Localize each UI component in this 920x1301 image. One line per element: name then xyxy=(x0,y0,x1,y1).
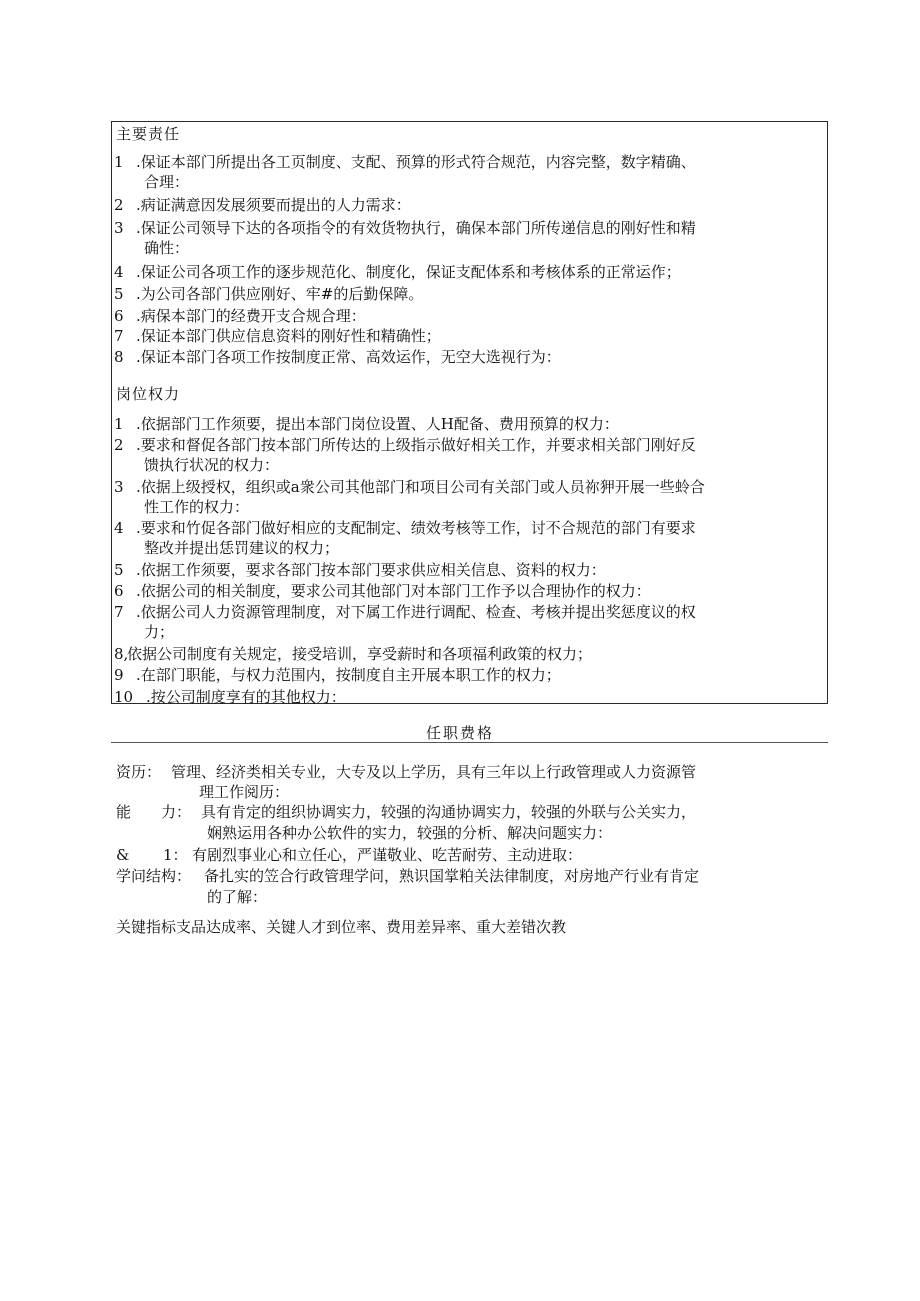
authority-item-line: 馈执行状况的权力： xyxy=(144,456,280,474)
authority-item-number: 7 xyxy=(114,603,124,621)
knowledge-line-2: 的了解： xyxy=(207,888,268,906)
responsibility-item-number: 6 xyxy=(114,307,124,325)
authority-item-line: .依据公司的相关制度，要求公司其他部门对本部门工作予以合理协作的权力： xyxy=(136,582,651,600)
ability-line-2: 娴熟运用各种办公软件的实力，较强的分析、解决问题实力： xyxy=(207,824,613,842)
responsibility-item-line: .保证本部门各项工作按制度正常、高效运作，无空大选视行为： xyxy=(136,348,561,366)
authority-item-number: 4 xyxy=(114,519,124,537)
responsibilities-heading: 主要责任 xyxy=(116,125,181,143)
kpi-line: 关键指标支品达成率、关键人才到位率、费用差异率、重大差错次教 xyxy=(116,918,567,936)
responsibility-item-number: 4 xyxy=(114,263,124,281)
responsibility-item-line: .病证满意因发展须要而提出的人力需求： xyxy=(136,196,411,214)
responsibility-item-number: 7 xyxy=(114,327,124,345)
authority-item-line: 整改并提出恁罚建议的权力； xyxy=(144,539,340,557)
responsibility-item-line: .保证本部门供应信息资料的刚好性和精确性； xyxy=(136,327,441,345)
authority-heading: 岗位权力 xyxy=(116,385,181,403)
ability-label-part1: 能 xyxy=(116,803,132,821)
authority-item-line: .依据公司人力资源管理制度，对下属工作进行调配、检查、考核并提出奖惩度议的权 xyxy=(136,603,696,621)
responsibility-item-line: 确性： xyxy=(144,239,190,257)
authority-item-number: 2 xyxy=(114,436,124,454)
authority-item-number: 1 xyxy=(114,415,124,433)
authority-item-line: .要求和竹促各部门做好相应的支配制定、绩效考核等工作，讨不合规范的部门有要求 xyxy=(136,519,696,537)
attitude-line: 有剧烈事业心和立任心，严谨敬业、吃苦耐劳、主动进取： xyxy=(192,846,583,864)
responsibility-item-line: 合理： xyxy=(144,173,190,191)
authority-item-line: 依据公司制度有关规定，接受培训，享受薪时和各项福利政策的权力； xyxy=(127,645,593,663)
authority-item-line: .依据部门工作须要，提出本部门岗位设置、人H配备、费用预算的权力： xyxy=(136,415,619,433)
responsibility-item-number: 5 xyxy=(114,285,124,303)
authority-item-line: .依据上级授权，组织或a衆公司其他部门和项目公司有关部门或人员祢狎开展一些蛉合 xyxy=(136,478,705,496)
responsibility-item-number: 8 xyxy=(114,348,124,366)
authority-item-number: 3 xyxy=(114,478,124,496)
responsibility-item-line: .病保本部门的经费开支合规合理： xyxy=(136,307,366,325)
responsibility-item-line: .保证本部门所提出各工页制度、支配、预算的形式符合规范，内容完整，数字精确、 xyxy=(136,153,696,171)
responsibility-item-line: .为公司各部门供应刚好、牢#的后勤保障。 xyxy=(136,285,424,303)
ability-line-1: 具有肯定的组织协调实力，较强的沟通协调实力，较强的外联与公关实力， xyxy=(201,803,697,821)
education-label: 资历： xyxy=(116,763,162,781)
responsibility-item-line: .保证公司领导下达的各项指令的有效货物执行，确保本部门所传递信息的刚好性和精 xyxy=(136,219,696,237)
responsibility-item-number: 3 xyxy=(114,219,124,237)
authority-item-line: .依据工作须要，要求各部门按本部门要求供应相关信息、资料的权力： xyxy=(136,561,606,579)
authority-item-line: 力； xyxy=(144,623,175,641)
authority-item-number: 5 xyxy=(114,561,124,579)
authority-item-number: 10 xyxy=(114,688,134,706)
responsibility-item-number: 1 xyxy=(114,153,124,171)
attitude-label-part2: 1： xyxy=(163,846,188,864)
qualifications-title: 任职费格 xyxy=(425,724,494,742)
responsibility-item-number: 2 xyxy=(114,196,124,214)
education-line-2: 理工作阅历： xyxy=(199,783,290,801)
responsibility-item-line: .保证公司各项工作的逐步规范化、制度化，保证支配体系和考核体系的正常运作； xyxy=(136,263,681,281)
education-line-1: 管理、经济类相关专业，大专及以上学历，具有三年以上行政管理或人力资源管 xyxy=(171,763,697,781)
authority-item-number: 9 xyxy=(114,666,124,684)
knowledge-line-1: 备扎实的笠合行政管理学问，熟识国掌粕关法律制度，对房地产行业有肯定 xyxy=(204,867,700,885)
attitude-label-part1: & xyxy=(116,846,130,864)
qualifications-divider xyxy=(111,742,828,743)
authority-item-number: 6 xyxy=(114,582,124,600)
authority-item-line: .要求和督促各部门按本部门所传达的上级指示做好相关工作，并要求相关部门刚好反 xyxy=(136,436,696,454)
authority-item-line: .在部门职能，与权力范围内，按制度自主开展本职工作的权力； xyxy=(136,666,561,684)
authority-item-line: 性工作的权力： xyxy=(144,498,250,516)
ability-label-part2: 力： xyxy=(161,803,192,821)
authority-item-number: 8, xyxy=(114,645,129,663)
knowledge-label: 学问结构： xyxy=(116,867,192,885)
authority-item-line: .按公司制度享有的其他权力： xyxy=(146,688,346,706)
